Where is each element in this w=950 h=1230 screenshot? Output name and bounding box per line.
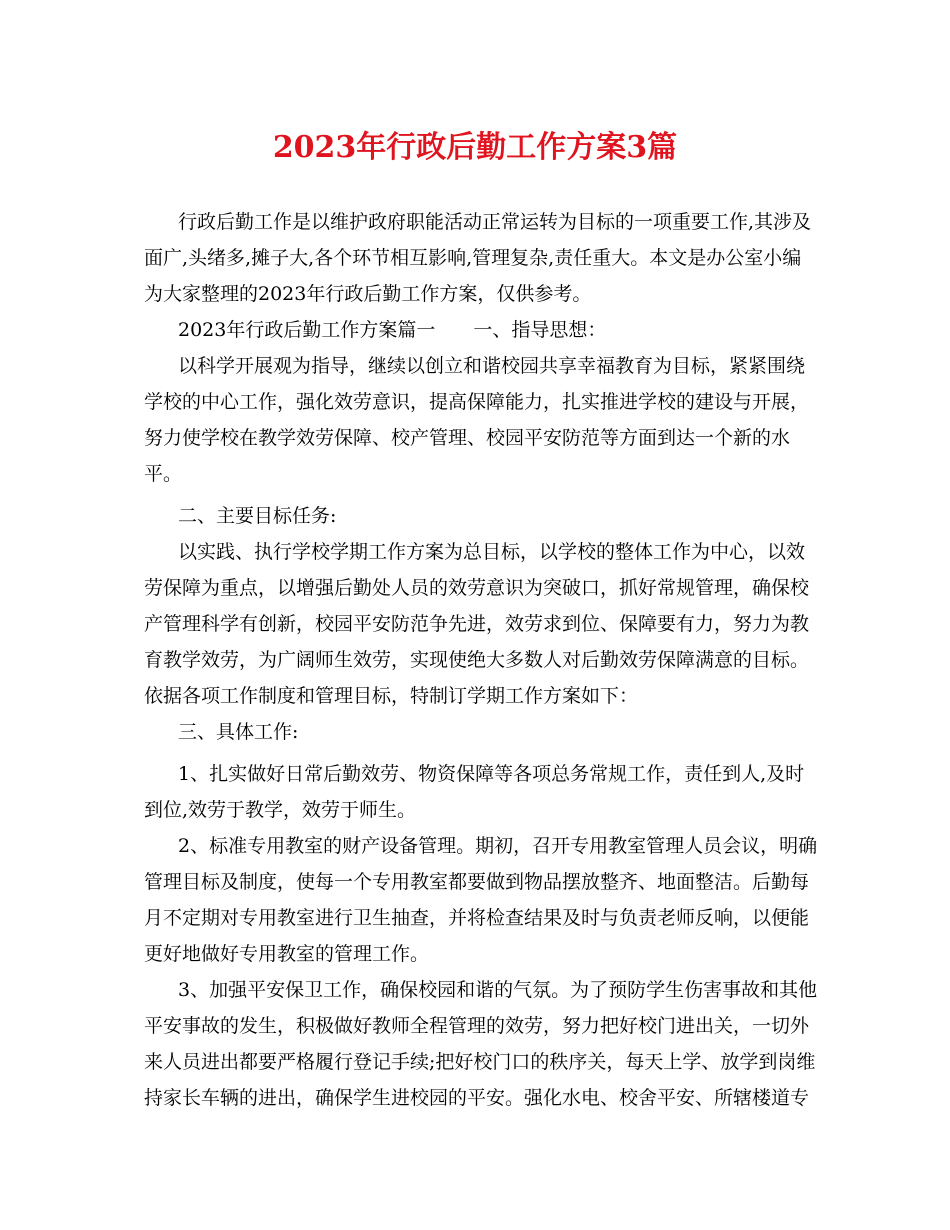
text-line: 育教学效劳，为广阔师生效劳，实现使绝大多数人对后勤效劳保障满意的目标。	[144, 649, 810, 671]
text-line: 依据各项工作制度和管理目标，特制订学期工作方案如下：	[144, 685, 639, 707]
text-line: 产管理科学有创新，校园平安防范争先进，效劳求到位、保障要有力，努力为教	[144, 613, 810, 635]
text-line: 1、扎实做好日常后勤效劳、物资保障等各项总务常规工作，责任到人,及时	[178, 763, 805, 785]
text-line: 2023年行政后勤工作方案篇一 一、指导思想：	[178, 319, 607, 341]
text-line: 到位,效劳于教学，效劳于师生。	[144, 799, 417, 821]
text-line: 更好地做好专用教室的管理工作。	[144, 943, 430, 965]
text-line: 持家长车辆的进出，确保学生进校园的平安。强化水电、校舍平安、所辖楼道专	[144, 1087, 810, 1109]
text-line: 二、主要目标任务:	[178, 505, 337, 527]
text-line: 3、加强平安保卫工作，确保校园和谐的气氛。为了预防学生伤害事故和其他	[178, 979, 818, 1001]
text-line: 平。	[144, 463, 183, 485]
text-line: 三、具体工作:	[178, 721, 299, 743]
text-line: 月不定期对专用教室进行卫生抽查，并将检查结果及时与负责老师反响，以便能	[144, 907, 810, 929]
text-line: 学校的中心工作，强化效劳意识，提高保障能力，扎实推进学校的建设与开展，	[144, 391, 810, 413]
text-line: 行政后勤工作是以维护政府职能活动正常运转为目标的一项重要工作,其涉及	[178, 211, 812, 233]
text-line: 以实践、执行学校学期工作方案为总目标，以学校的整体工作为中心，以效	[178, 541, 806, 563]
document-title: 2023年行政后勤工作方案3篇	[272, 130, 678, 165]
text-line: 2、标准专用教室的财产设备管理。期初，召开专用教室管理人员会议，明确	[178, 835, 818, 857]
text-line: 来人员进出都要严格履行登记手续;把好校门口的秩序关，每天上学、放学到岗维	[144, 1051, 816, 1073]
text-line: 面广,头绪多,摊子大,各个环节相互影响,管理复杂,责任重大。本文是办公室小编	[144, 247, 802, 269]
text-line: 努力使学校在教学效劳保障、校产管理、校园平安防范等方面到达一个新的水	[144, 427, 791, 449]
text-line: 劳保障为重点，以增强后勤处人员的效劳意识为突破口，抓好常规管理，确保校	[144, 577, 810, 599]
text-line: 以科学开展观为指导，继续以创立和谐校园共享幸福教育为目标，紧紧围绕	[178, 355, 806, 377]
text-line: 为大家整理的2023年行政后勤工作方案，仅供参考。	[144, 283, 592, 305]
text-line: 平安事故的发生，积极做好教师全程管理的效劳，努力把好校门进出关，一切外	[144, 1015, 810, 1037]
text-line: 管理目标及制度，使每一个专用教室都要做到物品摆放整齐、地面整洁。后勤每	[144, 871, 810, 893]
